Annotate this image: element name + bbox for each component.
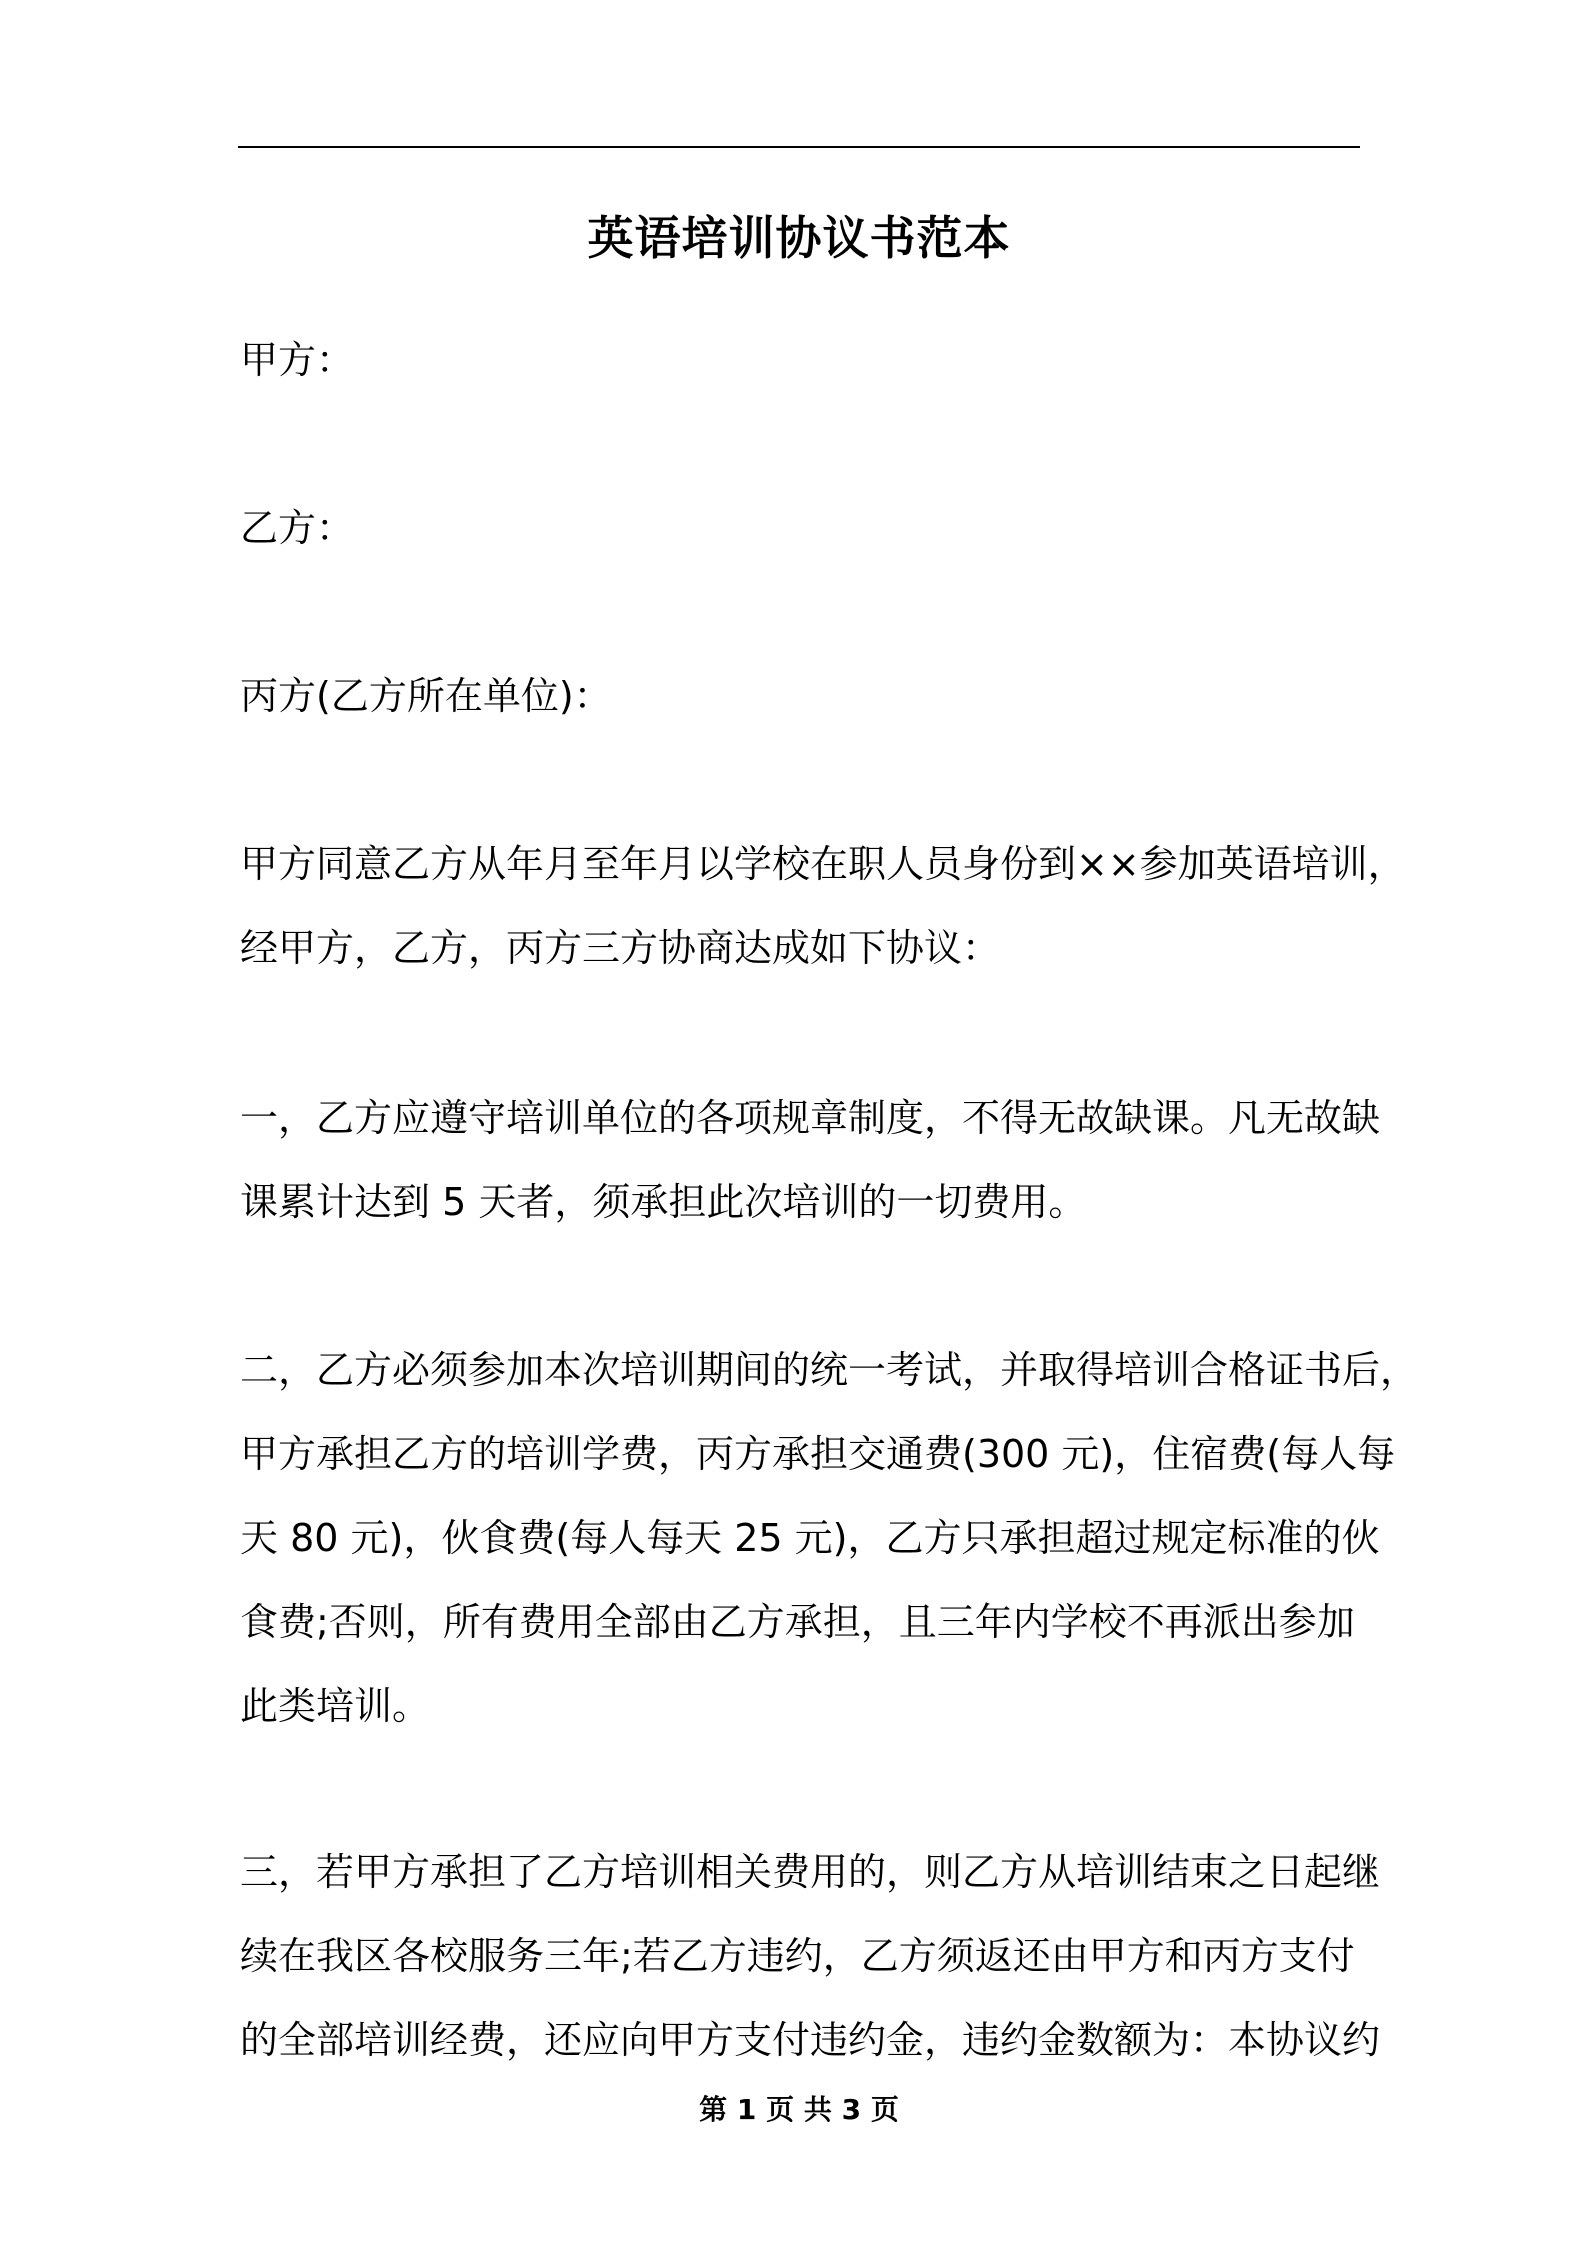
clause-2-line-4: 食费;否则，所有费用全部由乙方承担，且三年内学校不再派出参加: [240, 1600, 1355, 1644]
clause-3-line-3: 的全部培训经费，还应向甲方支付违约金，违约金数额为：本协议约: [240, 2018, 1381, 2062]
clause-2-line-1: 二，乙方必须参加本次培训期间的统一考试，并取得培训合格证书后，: [240, 1348, 1419, 1392]
page-number: 第 1 页 共 3 页: [699, 2093, 899, 2126]
clause-2-line-2: 甲方承担乙方的培训学费，丙方承担交通费(300 元)，住宿费(每人每: [240, 1432, 1396, 1476]
intro-line-2: 经甲方，乙方，丙方三方协商达成如下协议：: [240, 926, 1001, 970]
clause-3-line-1: 三，若甲方承担了乙方培训相关费用的，则乙方从培训结束之日起继: [240, 1850, 1381, 1894]
clause-3-line-2: 续在我区各校服务三年;若乙方违约，乙方须返还由甲方和丙方支付: [240, 1934, 1355, 1978]
party-b-line: 乙方：: [240, 506, 355, 550]
clause-1-line-2: 课累计达到 5 天者，须承担此次培训的一切费用。: [240, 1180, 1087, 1224]
header-rule: [238, 146, 1360, 148]
document-title: 英语培训协议书范本: [587, 211, 1011, 265]
party-a-line: 甲方：: [240, 338, 355, 382]
clause-2-line-5: 此类培训。: [240, 1684, 431, 1728]
clause-2-line-3: 天 80 元)，伙食费(每人每天 25 元)，乙方只承担超过规定标准的伙: [240, 1516, 1380, 1560]
party-c-line: 丙方(乙方所在单位)：: [240, 674, 612, 718]
intro-line-1: 甲方同意乙方从年月至年月以学校在职人员身份到××参加英语培训，: [240, 842, 1406, 886]
clause-1-line-1: 一，乙方应遵守培训单位的各项规章制度，不得无故缺课。凡无故缺: [240, 1096, 1381, 1140]
